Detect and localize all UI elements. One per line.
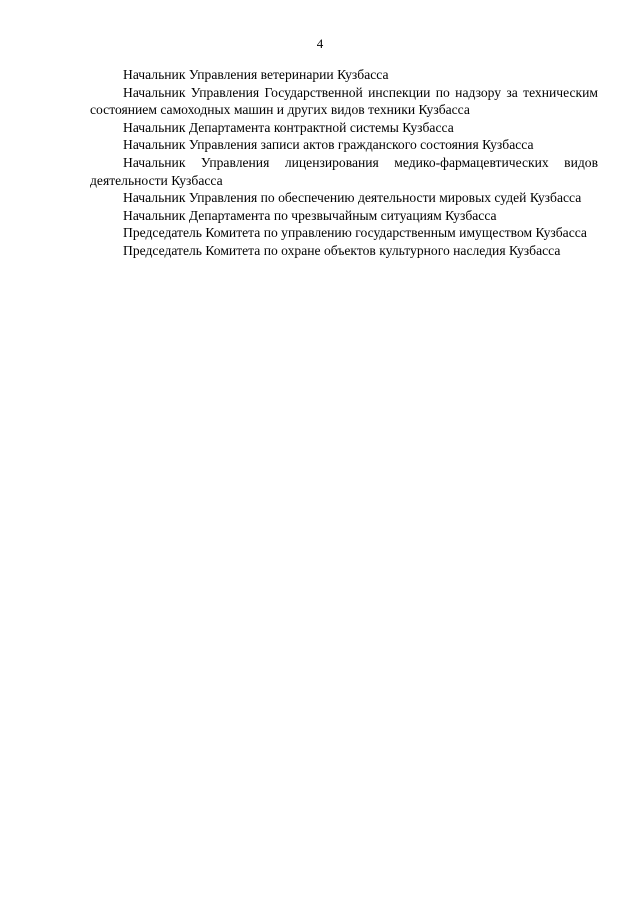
page-number: 4: [316, 36, 324, 51]
list-item: Председатель Комитета по управлению государственным имуществом Кузбасса: [123, 225, 587, 241]
list-item: Председатель Комитета по охране объектов культурного наследия Кузбасса: [123, 242, 561, 258]
list-item: Начальник Управления лицензирования медико-фармацевтических видов деятельности Кузбасса: [90, 154, 598, 188]
list-item: Начальник Управления записи актов гражданского состояния Кузбасса: [123, 137, 534, 153]
official-list: [90, 66, 598, 260]
list-item: Начальник Управления ветеринарии Кузбасса: [123, 67, 389, 82]
list-item: Начальник Департамента контрактной системы Кузбасса: [123, 119, 454, 135]
list-item: Начальник Управления Государственной инспекции по надзору за техническим состоянием самоходных машин и других видов техники Кузбасса: [90, 84, 598, 118]
list-item: Начальник Управления по обеспечению деятельности мировых судей Кузбасса: [123, 190, 582, 206]
list-item: Начальник Департамента по чрезвычайным ситуациям Кузбасса: [123, 207, 497, 223]
